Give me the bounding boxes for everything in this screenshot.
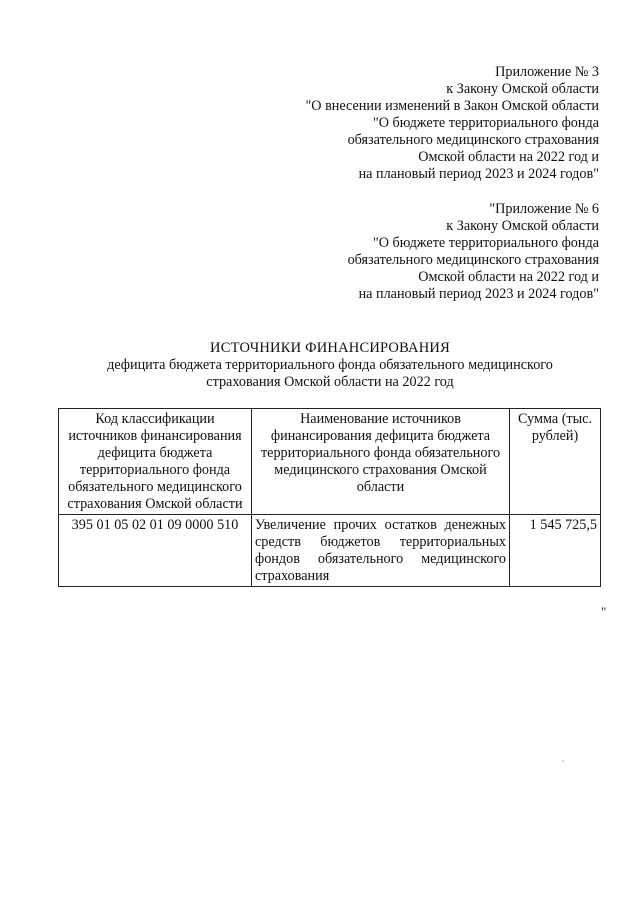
annex-line: "О внесении изменений в Закон Омской области	[305, 98, 599, 114]
annex-line: "Приложение № 6	[489, 201, 599, 217]
annex-line: на плановый период 2023 и 2024 годов"	[358, 166, 599, 182]
annex-line: обязательного медицинского страхования	[347, 252, 599, 268]
title-subtitle-line: страхования Омской области на 2022 год	[206, 374, 454, 390]
annex-header-original	[348, 201, 599, 303]
annex-line: обязательного медицинского страхования	[347, 132, 599, 148]
financing-sources-table	[58, 408, 601, 587]
title-heading: ИСТОЧНИКИ ФИНАНСИРОВАНИЯ	[210, 340, 450, 356]
scan-speck	[562, 760, 564, 762]
header-name: Наименование источников финансирования дефицита бюджета территориального фонда обязательного медицинского страхования Омской области	[252, 409, 510, 515]
table-header-row	[59, 409, 601, 515]
annex-line: к Закону Омской области	[446, 81, 599, 97]
header-amount: Сумма (тыс. рублей)	[510, 409, 601, 515]
annex-line: к Закону Омской области	[446, 218, 599, 234]
cell-amount: 1 545 725,5	[510, 515, 601, 587]
header-code: Код классификации источников финансирования дефицита бюджета территориального фонда обязательного медицинского страхования Омской области	[59, 409, 252, 515]
cell-name: Увеличение прочих остатков денежных средств бюджетов территориальных фондов обязательного медицинского страхования	[252, 515, 510, 587]
annex-line: на плановый период 2023 и 2024 годов"	[358, 286, 599, 302]
annex-line: Приложение № 3	[495, 64, 599, 80]
annex-line: "О бюджете территориального фонда	[372, 115, 599, 131]
table-row	[59, 515, 601, 587]
closing-quote: "	[601, 604, 607, 619]
annex-line: "О бюджете территориального фонда	[372, 235, 599, 251]
document-title	[60, 340, 600, 391]
title-subtitle-line: дефицита бюджета территориального фонда обязательного медицинского	[107, 357, 553, 373]
annex-line: Омской области на 2022 год и	[418, 149, 599, 165]
annex-header-current	[305, 64, 599, 183]
annex-line: Омской области на 2022 год и	[418, 269, 599, 285]
cell-code: 395 01 05 02 01 09 0000 510	[59, 515, 252, 587]
